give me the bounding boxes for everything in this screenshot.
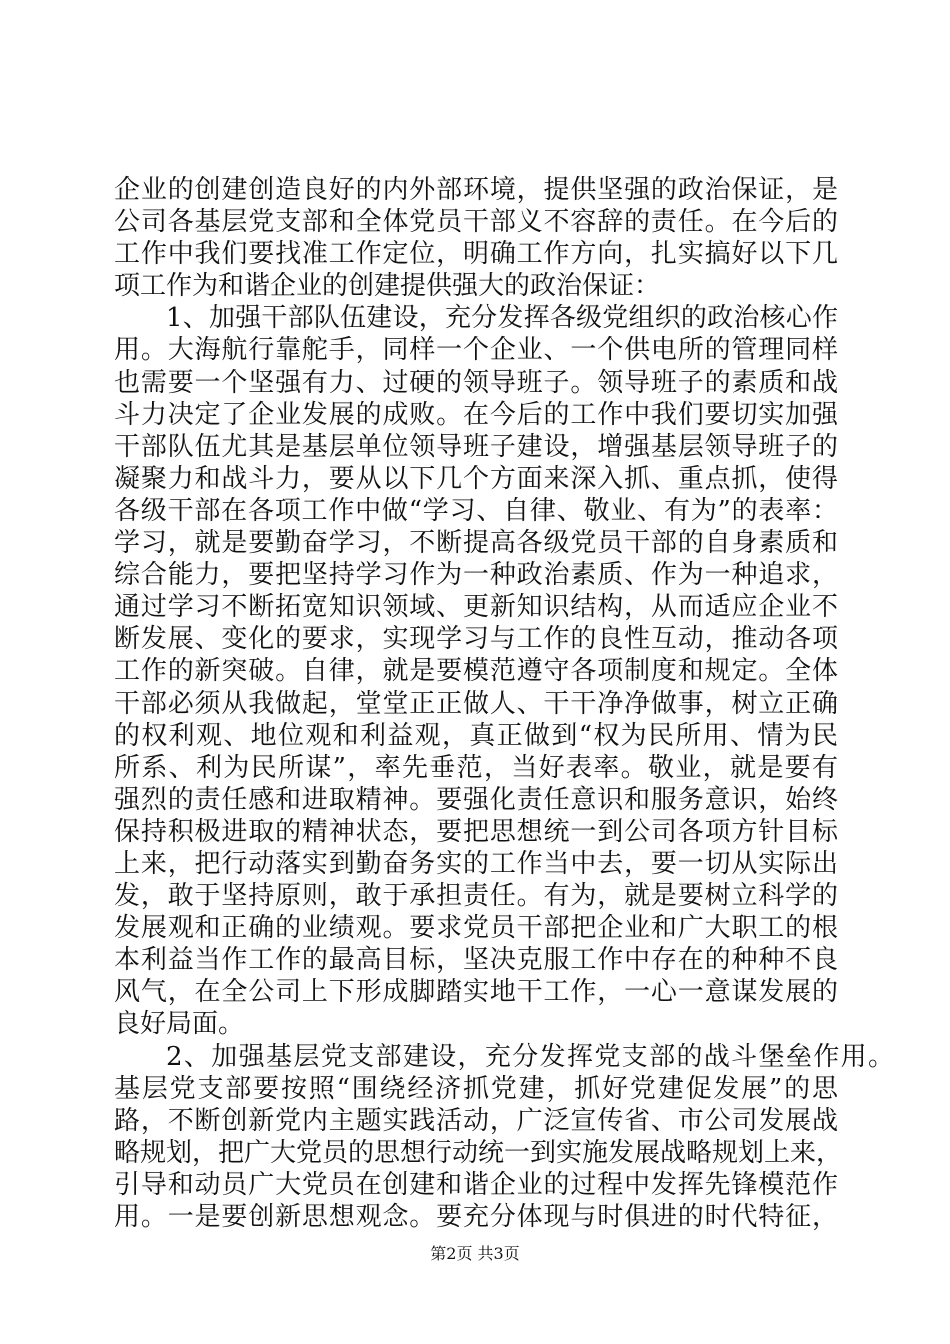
body-line: 公司各基层党支部和全体党员干部义不容辞的责任。在今后的 [114, 207, 838, 238]
body-line: 干部必须从我做起，堂堂正正做人、干干净净做事，树立正确 [114, 688, 838, 719]
body-line: 良好局面。 [114, 1009, 245, 1040]
body-line: 发展观和正确的业绩观。要求党员干部把企业和广大职工的根 [114, 913, 838, 944]
body-line: 项工作为和谐企业的创建提供强大的政治保证： [114, 271, 661, 302]
body-line: 用。一是要创新思想观念。要充分体现与时俱进的时代特征， [114, 1202, 838, 1232]
document-body [114, 174, 894, 1233]
body-line: 也需要一个坚强有力、过硬的领导班子。领导班子的素质和战 [114, 367, 838, 398]
body-line: 保持积极进取的精神状态，要把思想统一到公司各项方针目标 [114, 816, 838, 847]
body-line: 略规划，把广大党员的思想行动统一到实施发展战略规划上来， [114, 1137, 843, 1168]
body-line: 通过学习不断拓宽知识领域、更新知识结构，从而适应企业不 [114, 592, 838, 623]
body-line: 的权利观、地位观和利益观，真正做到“权为民所用、情为民 [114, 720, 838, 751]
body-line: 2、加强基层党支部建设，充分发挥党支部的战斗堡垒作用。 [166, 1041, 894, 1072]
body-line: 断发展、变化的要求，实现学习与工作的良性互动，推动各项 [114, 624, 838, 655]
body-line: 工作的新突破。自律，就是要模范遵守各项制度和规定。全体 [114, 656, 838, 687]
body-line: 引导和动员广大党员在创建和谐企业的过程中发挥先锋模范作 [114, 1169, 838, 1200]
body-line: 强烈的责任感和进取精神。要强化责任意识和服务意识，始终 [114, 784, 838, 815]
body-line: 本利益当作工作的最高目标，坚决克服工作中存在的种种不良 [114, 945, 838, 976]
body-line: 所系、利为民所谋”，率先垂范，当好表率。敬业，就是要有 [114, 752, 838, 783]
body-line: 斗力决定了企业发展的成败。在今后的工作中我们要切实加强 [114, 399, 838, 430]
body-line: 用。大海航行靠舵手，同样一个企业、一个供电所的管理同样 [114, 335, 838, 366]
body-line: 上来，把行动落实到勤奋务实的工作当中去，要一切从实际出 [114, 848, 838, 879]
page-number-footer: 第2页 共3页 [430, 1244, 520, 1263]
body-line: 1、加强干部队伍建设，充分发挥各级党组织的政治核心作 [166, 303, 838, 334]
body-line: 基层党支部要按照“围绕经济抓党建，抓好党建促发展”的思 [114, 1073, 838, 1104]
body-line: 干部队伍尤其是基层单位领导班子建设，增强基层领导班子的 [114, 431, 838, 462]
body-line: 凝聚力和战斗力，要从以下几个方面来深入抓、重点抓，使得 [114, 463, 838, 494]
body-line: 学习，就是要勤奋学习，不断提高各级党员干部的自身素质和 [114, 528, 838, 559]
body-line: 发，敢于坚持原则，敢于承担责任。有为，就是要树立科学的 [114, 881, 838, 912]
body-line: 风气，在全公司上下形成脚踏实地干工作，一心一意谋发展的 [114, 977, 838, 1008]
body-line: 综合能力，要把坚持学习作为一种政治素质、作为一种追求， [114, 560, 838, 591]
body-line: 工作中我们要找准工作定位，明确工作方向，扎实搞好以下几 [114, 239, 838, 270]
body-line: 各级干部在各项工作中做“学习、自律、敬业、有为”的表率： [114, 495, 838, 526]
body-line: 路，不断创新党内主题实践活动，广泛宣传省、市公司发展战 [114, 1105, 838, 1136]
body-line: 企业的创建创造良好的内外部环境，提供坚强的政治保证，是 [114, 175, 838, 205]
